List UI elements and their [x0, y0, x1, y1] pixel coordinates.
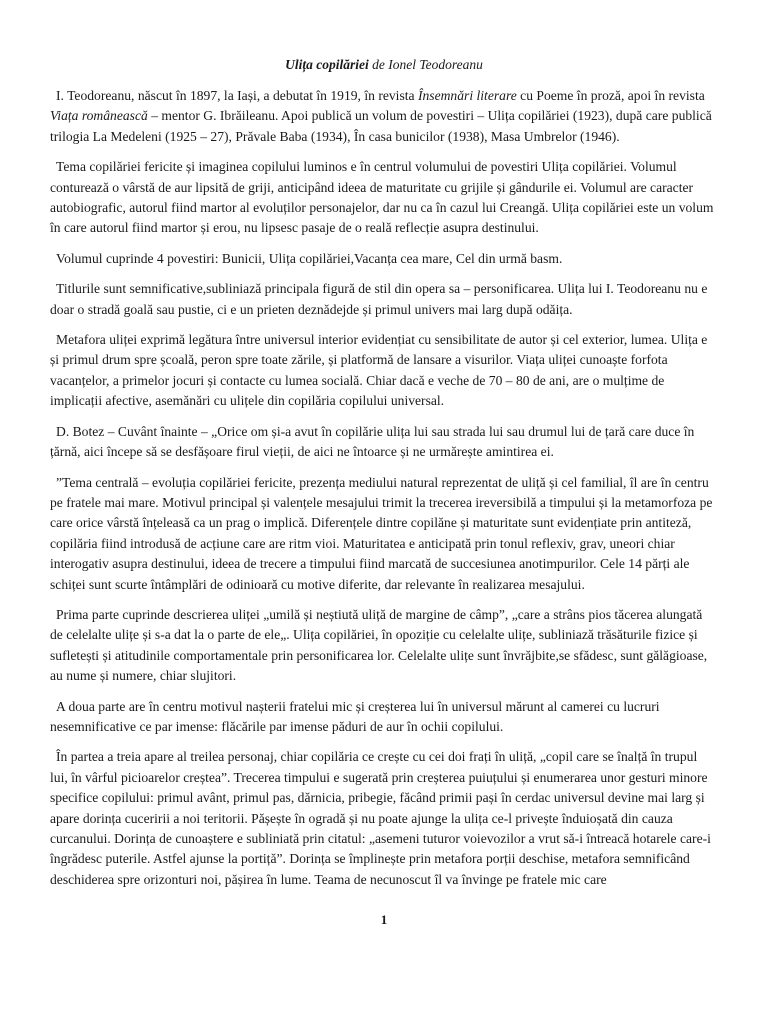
paragraph-8: Prima parte cuprinde descrierea uliței „umilă și neștiută uliță de margine de câmp”, „care a strâns pios tăcerea alungată de celelalte ulițe și s-a dat la o parte de ele„. Ulița copilăriei, în opoziție cu celelalte ulițe, subliniază trăsăturile fizice și sufletești și atitudinile comportamentale prin personificarea lor. Celelalte ulițe sunt învrăjbite,se sfădesc, sunt gălăgioase, au nume și numere, chiar slujitori.	[50, 606, 708, 684]
title-author: de Ionel Teodoreanu	[368, 57, 483, 72]
paragraph-6: D. Botez – Cuvânt înainte – „Orice om și-a avut în copilărie ulița lui sau strada lui sau drumul lui de țară care duce în țărnă, aici începe să se desfășoare firul vieții, de aici ne întoarce și ne urmărește amintirea ei.	[50, 423, 695, 460]
paragraph-1-text-a: I. Teodoreanu, născut în 1897, la Iași, a debutat în 1919, în revista	[56, 88, 418, 103]
paragraph-9: A doua parte are în centru motivul nașterii fratelui mic și creșterea lui în universul mărunt al camerei cu lucruri nesemnificative ce par imense: flăcările par imense păduri de aur în ochii copilului.	[50, 698, 660, 734]
paragraph-10: În partea a treia apare al treilea personaj, chiar copilăria ce crește cu cei doi frați în uliță, „copil care se înalță în trupul lui, în vârful picioarelor creștea”. Trecerea timpului e sugerată prin creșterea puiuțului și enumerarea unor gesturi minore specifice copilului: primul avânt, primul pas, dărnicia, pribegie, făcând primii pași în cerdac universul devine mai larg și apare dorința cuceririi a noi teritorii. Pășește în ogradă și nu poate ajunge la ulița ce-l privește înduioșată din cauza curcanului. Dorința de cunoaștere e subliniată prin citatul: „asemeni tuturor voievozilor a vrut să-i întreacă hotarele care-i îngrădesc puterile. Astfel ajunse la portiță”. Dorința se împlinește prin metafora porții deschise, metafora semnificând deschiderea spre orizonturi noi, pășirea în lume. Teama de necunoscut îl va învinge pe fratele mic care	[50, 749, 711, 887]
paragraph-1	[50, 86, 718, 147]
paragraph-1-text-c: – mentor G. Ibrăileanu. Apoi publică un volum de povestiri – Ulița copilăriei (1923), după care publică trilogia La Medeleni (1925 – 27), Prăvale Baba (1934), În casa bunicilor (1938), Masa Umbrelor (1946).	[50, 108, 712, 144]
journal-insemnari-literare: Însemnări literare	[417, 88, 517, 103]
paragraph-3: Volumul cuprinde 4 povestiri: Bunicii, Ulița copilăriei,Vacanța cea mare, Cel din urmă basm.	[56, 250, 563, 266]
paragraph-2: Tema copilăriei fericite și imaginea copilului luminos e în centrul volumului de povestiri Ulița copilăriei. Volumul conturează o vârstă de aur lipsită de griji, anticipând ideea de maturitate cu grijile și gândurile ei. Volumul are caracter autobiografic, autorul fiind martor al evoluților personajelor, dar nu ca în cazul lui Creangă. Ulița copilăriei este un volum în care autorul fiind martor și erou, nu lipsesc pasaje de o reală reflecție asupra destinului.	[50, 159, 714, 236]
paragraph-5: Metafora uliței exprimă legătura între universul interior evidențiat cu sensibilitate de autor și cel exterior, lumea. Ulița e și primul drum spre școală, peron spre toate zările, și platformă de lansare a visurilor. Viața uliței cunoaște forfota vacanțelor, a primelor jocuri și contacte cu lumea socială. Chiar dacă e veche de 70 – 80 de ani, are o mulțime de implicații afective, asemănări cu ulițele din copilăria copilului universal.	[50, 332, 708, 409]
paragraph-4: Titlurile sunt semnificative,subliniază principala figură de stil din opera sa – personificarea. Ulița lui I. Teodoreanu nu e doar o stradă goală sau pustie, ci e un prieten deznădejde și primul univers mai larg după odăița.	[50, 281, 708, 317]
page-number: 1	[380, 912, 388, 927]
journal-viata-romaneasca: Viața românească	[50, 108, 148, 124]
title-main: Ulița copilăriei	[285, 57, 369, 72]
paragraph-7: ”Tema centrală – evoluția copilăriei fericite, prezența mediului natural reprezentat de uliță și cel familial, îl are în centru pe fratele mai mare. Motivul principal și valențele mesajului trimit la trecerea ireversibilă a timpului și la metamorfoza pe care orice vârstă înțeleasă ca un prag o implică. Diferențele dintre copilăne și maturitate sunt evidențiate prin antiteză, copilăria fiind introdusă de acțiune care are ritm vioi. Maturitatea e anticipată prin tonul reflexiv, grav, uneori chiar interogativ asupra destinului, ideea de trecere a timpului fiind marcată de succesiunea anotimpurilor. Cele 14 părți ale schiței sunt scurte întâmplări de odinioară cu motive diferite, dar relevante în realizarea mesajului.	[50, 474, 713, 592]
document-body	[50, 86, 718, 900]
document-title	[0, 56, 768, 74]
paragraph-1-text-b: cu Poeme în proză, apoi în revista	[516, 88, 705, 103]
